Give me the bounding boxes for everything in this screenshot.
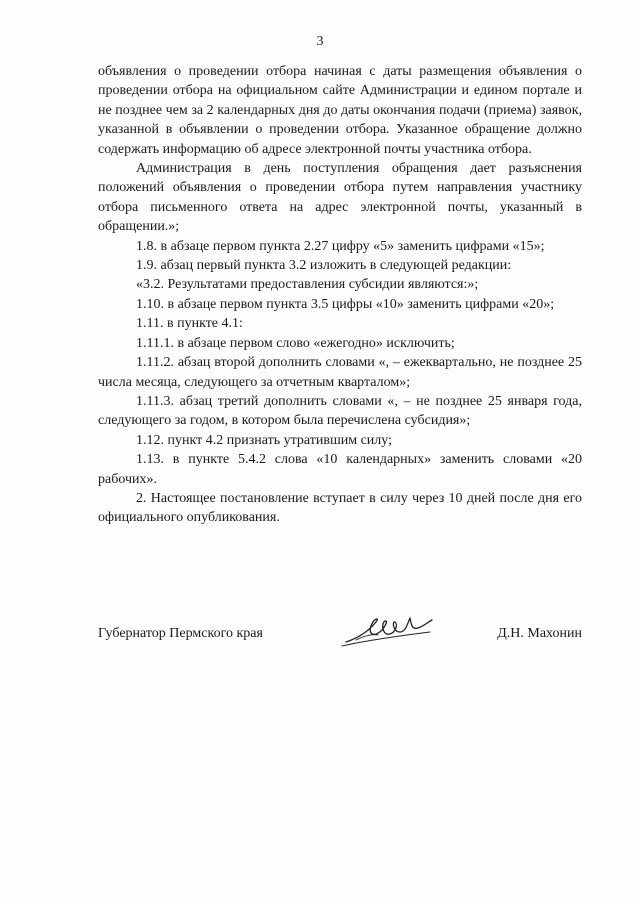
paragraph-1-11-2: 1.11.2. абзац второй дополнить словами «, – ежеквартально, не позднее 25 числа месяца, следующего за отчетным кварталом»; (98, 355, 582, 390)
paragraph-1-9: 1.9. абзац первый пункта 3.2 изложить в следующей редакции: (136, 258, 512, 274)
paragraph-1-10: 1.10. в абзаце первом пункта 3.5 цифры «10» заменить цифрами «20»; (136, 296, 555, 312)
paragraph-1-8: 1.8. в абзаце первом пункта 2.27 цифру «5» заменить цифрами «15»; (136, 238, 545, 254)
document-body (98, 62, 582, 528)
handwritten-signature (338, 612, 438, 652)
paragraph-3-2-quote: «3.2. Результатами предоставления субсидии являются:»; (136, 277, 479, 293)
paragraph-1-11-1: 1.11.1. в абзаце первом слово «ежегодно» исключить; (136, 335, 455, 351)
paragraph-1-11: 1.11. в пункте 4.1: (136, 316, 243, 332)
paragraph-administration: Администрация в день поступления обращения дает разъяснения положений объявления о проведении отбора путем направления участнику отбора письменного ответа на адрес электронной почты, указанный в обращении.»; (98, 161, 582, 235)
paragraph-1-12: 1.12. пункт 4.2 признать утратившим силу; (136, 432, 392, 448)
page-number: 3 (316, 34, 324, 49)
paragraph-1-13: 1.13. в пункте 5.4.2 слова «10 календарных» заменить словами «20 рабочих». (98, 452, 582, 487)
signature-block (98, 612, 582, 656)
signatory-position: Губернатор Пермского края (98, 626, 263, 641)
paragraph-continuation: объявления о проведении отбора начиная с даты размещения объявления о проведении отбора на официальном сайте Администрации и едином портале и не позднее чем за 2 календарных дня до даты окончания подачи (приема) заявок, указанной в объявлении о проведении отбора. Указанное обращение должно содержать информацию об адресе электронной почты участника отбора. (98, 64, 582, 157)
paragraph-2: 2. Настоящее постановление вступает в силу через 10 дней после дня его официального опубликования. (98, 490, 582, 526)
paragraph-1-11-3: 1.11.3. абзац третий дополнить словами «, – не позднее 25 января года, следующего за годом, в котором была перечислена субсидия»; (98, 393, 582, 429)
signatory-name: Д.Н. Махонин (497, 626, 582, 641)
